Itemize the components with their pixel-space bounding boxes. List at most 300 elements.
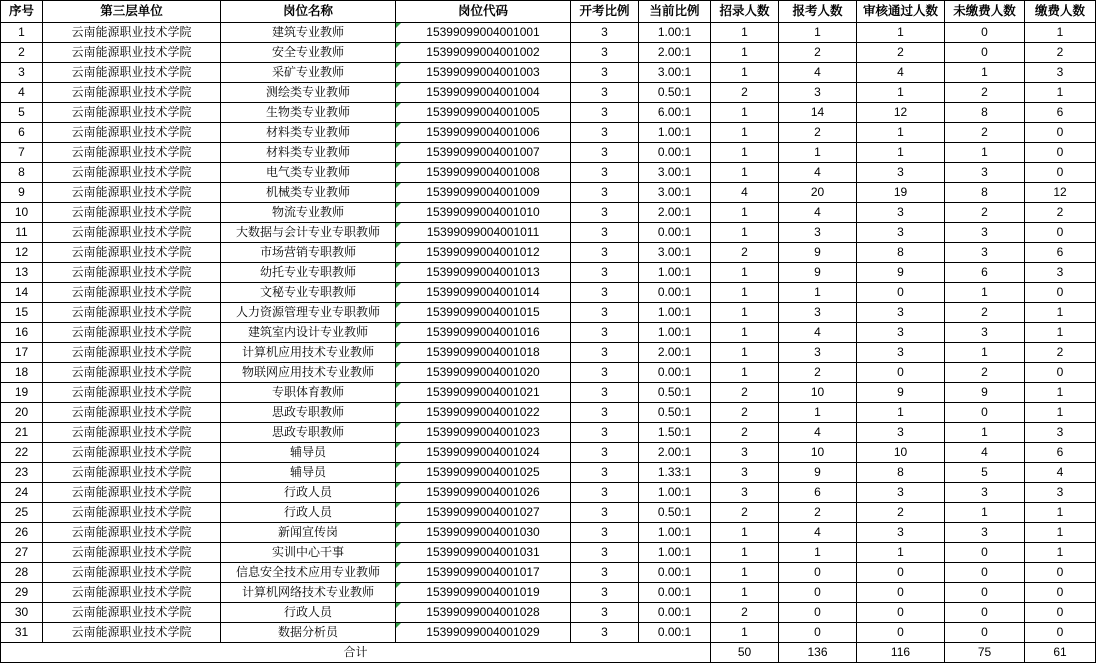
cell-post-name: 材料类专业教师 (221, 143, 396, 163)
cell-approved: 3 (857, 163, 945, 183)
cell-unpaid: 2 (945, 83, 1025, 103)
table-row (1, 403, 1096, 423)
table-row (1, 183, 1096, 203)
cell-post-name: 幼托专业专职教师 (221, 263, 396, 283)
cell-applicants: 14 (779, 103, 857, 123)
cell-paid: 0 (1025, 603, 1096, 623)
cell-unpaid: 3 (945, 323, 1025, 343)
cell-current-ratio: 0.00:1 (639, 563, 711, 583)
cell-applicants: 1 (779, 403, 857, 423)
cell-unit: 云南能源职业技术学院 (43, 323, 221, 343)
cell-applicants: 3 (779, 343, 857, 363)
cell-unit: 云南能源职业技术学院 (43, 283, 221, 303)
table-row (1, 83, 1096, 103)
cell-index: 25 (1, 503, 43, 523)
cell-unpaid: 9 (945, 383, 1025, 403)
cell-post-name: 计算机应用技术专业教师 (221, 343, 396, 363)
column-header-post-code: 岗位代码 (396, 1, 571, 23)
cell-applicants: 0 (779, 563, 857, 583)
cell-post-name: 实训中心干事 (221, 543, 396, 563)
cell-post-name: 计算机网络技术专业教师 (221, 583, 396, 603)
cell-post-code: 15399099004001009 (396, 183, 571, 203)
cell-post-name: 思政专职教师 (221, 403, 396, 423)
cell-post-name: 市场营销专职教师 (221, 243, 396, 263)
cell-exam-ratio: 3 (571, 363, 639, 383)
cell-applicants: 1 (779, 143, 857, 163)
cell-approved: 0 (857, 563, 945, 583)
cell-unit: 云南能源职业技术学院 (43, 183, 221, 203)
cell-approved: 1 (857, 143, 945, 163)
cell-post-name: 电气类专业教师 (221, 163, 396, 183)
cell-index: 24 (1, 483, 43, 503)
cell-post-name: 物联网应用技术专业教师 (221, 363, 396, 383)
cell-plan-count: 1 (711, 523, 779, 543)
cell-exam-ratio: 3 (571, 423, 639, 443)
cell-exam-ratio: 3 (571, 243, 639, 263)
cell-plan-count: 1 (711, 63, 779, 83)
cell-index: 6 (1, 123, 43, 143)
cell-post-name: 辅导员 (221, 463, 396, 483)
cell-post-name: 数据分析员 (221, 623, 396, 643)
cell-exam-ratio: 3 (571, 583, 639, 603)
cell-unit: 云南能源职业技术学院 (43, 543, 221, 563)
cell-paid: 6 (1025, 443, 1096, 463)
cell-unpaid: 1 (945, 143, 1025, 163)
cell-index: 31 (1, 623, 43, 643)
cell-post-code: 15399099004001024 (396, 443, 571, 463)
cell-current-ratio: 0.50:1 (639, 83, 711, 103)
cell-unit: 云南能源职业技术学院 (43, 223, 221, 243)
cell-applicants: 4 (779, 423, 857, 443)
table-row (1, 163, 1096, 183)
cell-approved: 0 (857, 623, 945, 643)
table-row (1, 323, 1096, 343)
cell-applicants: 9 (779, 263, 857, 283)
cell-unpaid: 2 (945, 203, 1025, 223)
cell-paid: 0 (1025, 363, 1096, 383)
cell-approved: 1 (857, 403, 945, 423)
table-row (1, 383, 1096, 403)
cell-post-name: 信息安全技术应用专业教师 (221, 563, 396, 583)
cell-unpaid: 1 (945, 283, 1025, 303)
cell-index: 22 (1, 443, 43, 463)
cell-paid: 1 (1025, 303, 1096, 323)
cell-post-code: 15399099004001030 (396, 523, 571, 543)
cell-approved: 8 (857, 243, 945, 263)
cell-plan-count: 1 (711, 343, 779, 363)
cell-plan-count: 1 (711, 283, 779, 303)
cell-unpaid: 0 (945, 403, 1025, 423)
cell-unpaid: 8 (945, 103, 1025, 123)
cell-approved: 9 (857, 383, 945, 403)
cell-unpaid: 0 (945, 583, 1025, 603)
cell-index: 14 (1, 283, 43, 303)
cell-index: 16 (1, 323, 43, 343)
cell-plan-count: 1 (711, 623, 779, 643)
cell-unpaid: 1 (945, 343, 1025, 363)
cell-plan-count: 1 (711, 203, 779, 223)
column-header-index: 序号 (1, 1, 43, 23)
cell-plan-count: 2 (711, 243, 779, 263)
cell-unit: 云南能源职业技术学院 (43, 203, 221, 223)
cell-index: 15 (1, 303, 43, 323)
total-unpaid: 75 (945, 643, 1025, 663)
cell-approved: 3 (857, 523, 945, 543)
column-header-unit: 第三层单位 (43, 1, 221, 23)
cell-applicants: 10 (779, 383, 857, 403)
table-row (1, 443, 1096, 463)
cell-paid: 2 (1025, 203, 1096, 223)
cell-unit: 云南能源职业技术学院 (43, 563, 221, 583)
table-row (1, 483, 1096, 503)
cell-post-code: 15399099004001023 (396, 423, 571, 443)
cell-current-ratio: 2.00:1 (639, 43, 711, 63)
cell-plan-count: 1 (711, 143, 779, 163)
cell-paid: 2 (1025, 343, 1096, 363)
cell-current-ratio: 1.00:1 (639, 123, 711, 143)
cell-plan-count: 1 (711, 103, 779, 123)
cell-post-code: 15399099004001025 (396, 463, 571, 483)
cell-index: 30 (1, 603, 43, 623)
cell-paid: 1 (1025, 383, 1096, 403)
column-header-exam-ratio: 开考比例 (571, 1, 639, 23)
cell-plan-count: 2 (711, 503, 779, 523)
cell-approved: 3 (857, 203, 945, 223)
cell-unpaid: 1 (945, 63, 1025, 83)
cell-index: 3 (1, 63, 43, 83)
cell-post-code: 15399099004001002 (396, 43, 571, 63)
cell-exam-ratio: 3 (571, 503, 639, 523)
cell-unpaid: 0 (945, 563, 1025, 583)
cell-exam-ratio: 3 (571, 383, 639, 403)
cell-post-code: 15399099004001005 (396, 103, 571, 123)
cell-exam-ratio: 3 (571, 203, 639, 223)
cell-unpaid: 2 (945, 303, 1025, 323)
cell-exam-ratio: 3 (571, 23, 639, 43)
cell-index: 27 (1, 543, 43, 563)
cell-unit: 云南能源职业技术学院 (43, 143, 221, 163)
cell-exam-ratio: 3 (571, 603, 639, 623)
cell-paid: 3 (1025, 423, 1096, 443)
table-row (1, 343, 1096, 363)
cell-current-ratio: 3.00:1 (639, 63, 711, 83)
cell-plan-count: 1 (711, 303, 779, 323)
cell-index: 8 (1, 163, 43, 183)
cell-unpaid: 3 (945, 223, 1025, 243)
cell-applicants: 3 (779, 303, 857, 323)
table-row (1, 543, 1096, 563)
cell-index: 2 (1, 43, 43, 63)
cell-unpaid: 5 (945, 463, 1025, 483)
cell-paid: 0 (1025, 123, 1096, 143)
cell-approved: 0 (857, 583, 945, 603)
cell-post-name: 文秘专业专职教师 (221, 283, 396, 303)
cell-exam-ratio: 3 (571, 163, 639, 183)
cell-post-code: 15399099004001004 (396, 83, 571, 103)
table-header (1, 1, 1096, 23)
cell-plan-count: 1 (711, 563, 779, 583)
cell-current-ratio: 2.00:1 (639, 443, 711, 463)
cell-approved: 1 (857, 123, 945, 143)
cell-current-ratio: 1.33:1 (639, 463, 711, 483)
cell-post-code: 15399099004001008 (396, 163, 571, 183)
cell-plan-count: 1 (711, 123, 779, 143)
cell-applicants: 2 (779, 503, 857, 523)
cell-post-code: 15399099004001021 (396, 383, 571, 403)
table-row (1, 203, 1096, 223)
cell-unpaid: 0 (945, 23, 1025, 43)
cell-applicants: 2 (779, 123, 857, 143)
cell-post-code: 15399099004001027 (396, 503, 571, 523)
cell-index: 7 (1, 143, 43, 163)
cell-paid: 2 (1025, 43, 1096, 63)
cell-approved: 19 (857, 183, 945, 203)
cell-current-ratio: 1.00:1 (639, 523, 711, 543)
cell-current-ratio: 0.00:1 (639, 603, 711, 623)
cell-index: 20 (1, 403, 43, 423)
cell-paid: 1 (1025, 543, 1096, 563)
cell-exam-ratio: 3 (571, 223, 639, 243)
table-row (1, 363, 1096, 383)
cell-paid: 1 (1025, 23, 1096, 43)
cell-unit: 云南能源职业技术学院 (43, 623, 221, 643)
cell-plan-count: 1 (711, 583, 779, 603)
cell-exam-ratio: 3 (571, 63, 639, 83)
cell-post-code: 15399099004001028 (396, 603, 571, 623)
cell-plan-count: 1 (711, 323, 779, 343)
cell-exam-ratio: 3 (571, 103, 639, 123)
cell-current-ratio: 1.00:1 (639, 23, 711, 43)
cell-approved: 0 (857, 363, 945, 383)
cell-plan-count: 1 (711, 263, 779, 283)
table-row (1, 283, 1096, 303)
cell-plan-count: 3 (711, 443, 779, 463)
cell-exam-ratio: 3 (571, 323, 639, 343)
cell-approved: 12 (857, 103, 945, 123)
cell-unpaid: 4 (945, 443, 1025, 463)
cell-post-name: 思政专职教师 (221, 423, 396, 443)
cell-post-code: 15399099004001026 (396, 483, 571, 503)
cell-index: 11 (1, 223, 43, 243)
cell-post-name: 材料类专业教师 (221, 123, 396, 143)
cell-unpaid: 1 (945, 423, 1025, 443)
cell-exam-ratio: 3 (571, 303, 639, 323)
cell-unit: 云南能源职业技术学院 (43, 383, 221, 403)
table-row (1, 263, 1096, 283)
cell-paid: 1 (1025, 503, 1096, 523)
cell-index: 12 (1, 243, 43, 263)
cell-index: 21 (1, 423, 43, 443)
cell-applicants: 2 (779, 43, 857, 63)
table-row (1, 623, 1096, 643)
cell-post-name: 测绘类专业教师 (221, 83, 396, 103)
cell-post-name: 行政人员 (221, 483, 396, 503)
cell-unit: 云南能源职业技术学院 (43, 163, 221, 183)
cell-unit: 云南能源职业技术学院 (43, 43, 221, 63)
total-paid: 61 (1025, 643, 1096, 663)
cell-current-ratio: 1.00:1 (639, 543, 711, 563)
cell-post-code: 15399099004001018 (396, 343, 571, 363)
table-row (1, 563, 1096, 583)
cell-current-ratio: 0.00:1 (639, 583, 711, 603)
cell-post-code: 15399099004001007 (396, 143, 571, 163)
cell-index: 13 (1, 263, 43, 283)
cell-unpaid: 3 (945, 523, 1025, 543)
cell-applicants: 4 (779, 163, 857, 183)
cell-applicants: 6 (779, 483, 857, 503)
cell-applicants: 10 (779, 443, 857, 463)
cell-paid: 3 (1025, 263, 1096, 283)
cell-approved: 9 (857, 263, 945, 283)
cell-exam-ratio: 3 (571, 123, 639, 143)
cell-approved: 2 (857, 503, 945, 523)
cell-plan-count: 1 (711, 223, 779, 243)
cell-unpaid: 1 (945, 503, 1025, 523)
table-row (1, 123, 1096, 143)
cell-current-ratio: 3.00:1 (639, 163, 711, 183)
cell-post-name: 建筑室内设计专业教师 (221, 323, 396, 343)
column-header-plan-count: 招录人数 (711, 1, 779, 23)
cell-post-code: 15399099004001015 (396, 303, 571, 323)
cell-post-code: 15399099004001006 (396, 123, 571, 143)
table-row (1, 583, 1096, 603)
cell-current-ratio: 6.00:1 (639, 103, 711, 123)
column-header-applicants: 报考人数 (779, 1, 857, 23)
cell-index: 4 (1, 83, 43, 103)
cell-exam-ratio: 3 (571, 563, 639, 583)
cell-post-name: 专职体育教师 (221, 383, 396, 403)
column-header-paid: 缴费人数 (1025, 1, 1096, 23)
cell-post-code: 15399099004001016 (396, 323, 571, 343)
cell-post-code: 15399099004001010 (396, 203, 571, 223)
cell-post-name: 辅导员 (221, 443, 396, 463)
cell-paid: 0 (1025, 163, 1096, 183)
table-row (1, 143, 1096, 163)
total-applicants: 136 (779, 643, 857, 663)
cell-unit: 云南能源职业技术学院 (43, 463, 221, 483)
cell-exam-ratio: 3 (571, 183, 639, 203)
cell-index: 29 (1, 583, 43, 603)
cell-unit: 云南能源职业技术学院 (43, 103, 221, 123)
cell-paid: 1 (1025, 523, 1096, 543)
cell-approved: 4 (857, 63, 945, 83)
cell-plan-count: 2 (711, 423, 779, 443)
cell-paid: 4 (1025, 463, 1096, 483)
cell-post-code: 15399099004001019 (396, 583, 571, 603)
cell-approved: 0 (857, 603, 945, 623)
table-row (1, 63, 1096, 83)
cell-approved: 10 (857, 443, 945, 463)
cell-plan-count: 1 (711, 363, 779, 383)
column-header-current-ratio: 当前比例 (639, 1, 711, 23)
cell-unit: 云南能源职业技术学院 (43, 363, 221, 383)
table-row (1, 523, 1096, 543)
cell-post-code: 15399099004001017 (396, 563, 571, 583)
cell-post-name: 新闻宣传岗 (221, 523, 396, 543)
cell-exam-ratio: 3 (571, 463, 639, 483)
cell-current-ratio: 1.00:1 (639, 323, 711, 343)
table-row (1, 103, 1096, 123)
table-body (1, 23, 1096, 643)
table-row (1, 603, 1096, 623)
cell-unit: 云南能源职业技术学院 (43, 23, 221, 43)
cell-post-code: 15399099004001001 (396, 23, 571, 43)
cell-paid: 0 (1025, 283, 1096, 303)
cell-current-ratio: 0.50:1 (639, 383, 711, 403)
cell-unpaid: 8 (945, 183, 1025, 203)
cell-applicants: 4 (779, 63, 857, 83)
cell-current-ratio: 0.00:1 (639, 223, 711, 243)
cell-applicants: 0 (779, 583, 857, 603)
cell-applicants: 9 (779, 243, 857, 263)
cell-approved: 3 (857, 483, 945, 503)
cell-current-ratio: 0.00:1 (639, 363, 711, 383)
cell-post-name: 大数据与会计专业专职教师 (221, 223, 396, 243)
cell-post-code: 15399099004001029 (396, 623, 571, 643)
cell-post-name: 行政人员 (221, 503, 396, 523)
cell-index: 9 (1, 183, 43, 203)
cell-unpaid: 0 (945, 543, 1025, 563)
cell-unpaid: 0 (945, 603, 1025, 623)
cell-plan-count: 1 (711, 43, 779, 63)
cell-current-ratio: 0.00:1 (639, 283, 711, 303)
cell-applicants: 1 (779, 283, 857, 303)
cell-unit: 云南能源职业技术学院 (43, 83, 221, 103)
cell-current-ratio: 2.00:1 (639, 203, 711, 223)
table-row (1, 43, 1096, 63)
cell-approved: 3 (857, 223, 945, 243)
cell-post-code: 15399099004001012 (396, 243, 571, 263)
cell-exam-ratio: 3 (571, 483, 639, 503)
cell-index: 23 (1, 463, 43, 483)
cell-exam-ratio: 3 (571, 623, 639, 643)
cell-index: 5 (1, 103, 43, 123)
cell-exam-ratio: 3 (571, 523, 639, 543)
cell-unit: 云南能源职业技术学院 (43, 243, 221, 263)
table-row (1, 223, 1096, 243)
cell-unpaid: 2 (945, 363, 1025, 383)
cell-plan-count: 1 (711, 163, 779, 183)
cell-applicants: 1 (779, 543, 857, 563)
cell-current-ratio: 0.00:1 (639, 143, 711, 163)
cell-applicants: 4 (779, 323, 857, 343)
cell-index: 17 (1, 343, 43, 363)
cell-unpaid: 2 (945, 123, 1025, 143)
cell-approved: 3 (857, 343, 945, 363)
cell-unit: 云南能源职业技术学院 (43, 403, 221, 423)
cell-post-code: 15399099004001013 (396, 263, 571, 283)
cell-paid: 0 (1025, 223, 1096, 243)
cell-index: 1 (1, 23, 43, 43)
cell-current-ratio: 1.00:1 (639, 263, 711, 283)
cell-unpaid: 3 (945, 243, 1025, 263)
cell-index: 10 (1, 203, 43, 223)
cell-plan-count: 1 (711, 23, 779, 43)
cell-paid: 0 (1025, 583, 1096, 603)
column-header-approved: 审核通过人数 (857, 1, 945, 23)
cell-exam-ratio: 3 (571, 543, 639, 563)
cell-approved: 3 (857, 323, 945, 343)
cell-unit: 云南能源职业技术学院 (43, 63, 221, 83)
cell-current-ratio: 3.00:1 (639, 183, 711, 203)
cell-exam-ratio: 3 (571, 263, 639, 283)
cell-paid: 1 (1025, 323, 1096, 343)
cell-paid: 12 (1025, 183, 1096, 203)
cell-unit: 云南能源职业技术学院 (43, 483, 221, 503)
cell-current-ratio: 0.00:1 (639, 623, 711, 643)
cell-unpaid: 0 (945, 623, 1025, 643)
cell-index: 26 (1, 523, 43, 543)
